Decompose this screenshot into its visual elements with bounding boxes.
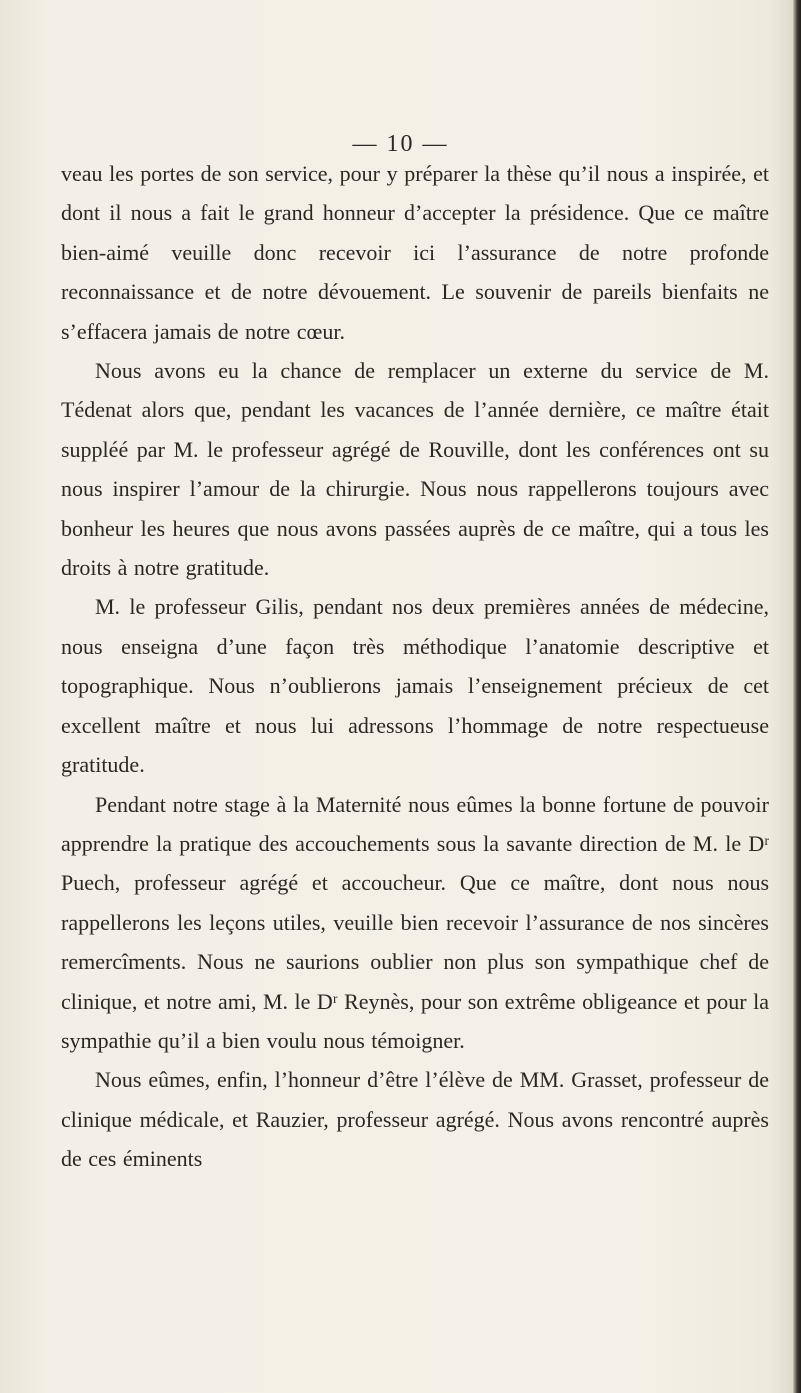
page-number: — 10 — bbox=[352, 131, 449, 157]
paragraph-1: veau les portes de son service, pour y préparer la thèse qu’il nous a inspirée, et dont il nous a fait le grand honneur d’accepter la présidence. Que ce maître bien-aimé veuille donc recevoir ici l’assurance de notre profonde reconnaissance et de notre dévouement. Le souvenir de pareils bienfaits ne s’effacera jamais de notre cœur. bbox=[61, 161, 769, 344]
paragraph-4: Pendant notre stage à la Maternité nous eûmes la bonne fortune de pouvoir apprendre la pratique des accouchements sous la savante direction de M. le Dʳ Puech, professeur agrégé et accoucheur. Que ce maître, dont nous nous rappellerons les leçons utiles, veuille bien recevoir l’assurance de nos sincères remercîments. Nous ne saurions oublier non plus son sympathique chef de clinique, et notre ami, M. le Dʳ Reynès, pour son extrême obligeance et pour la sympathie qu’il a bien voulu nous témoigner. bbox=[61, 791, 769, 1053]
paragraph-5: Nous eûmes, enfin, l’honneur d’être l’élève de MM. Grasset, professeur de clinique médicale, et Rauzier, professeur agrégé. Nous avons rencontré auprès de ces éminents bbox=[61, 1067, 769, 1172]
page-edge-shadow bbox=[793, 0, 801, 1393]
paragraph-2: Nous avons eu la chance de remplacer un externe du service de M. Tédenat alors que, pendant les vacances de l’année dernière, ce maître était suppléé par M. le professeur agrégé de Rouville, dont les conférences ont su nous inspirer l’amour de la chirurgie. Nous nous rappellerons toujours avec bonheur les heures que nous avons passées auprès de ce maître, qui a tous les droits à notre gratitude. bbox=[61, 358, 769, 581]
paragraph-3: M. le professeur Gilis, pendant nos deux premières années de médecine, nous enseigna d’une façon très méthodique l’anatomie descriptive et topographique. Nous n’oublierons jamais l’enseignement précieux de cet excellent maître et nous lui adressons l’hommage de notre respectueuse gratitude. bbox=[61, 594, 769, 778]
body-text bbox=[61, 154, 769, 1179]
